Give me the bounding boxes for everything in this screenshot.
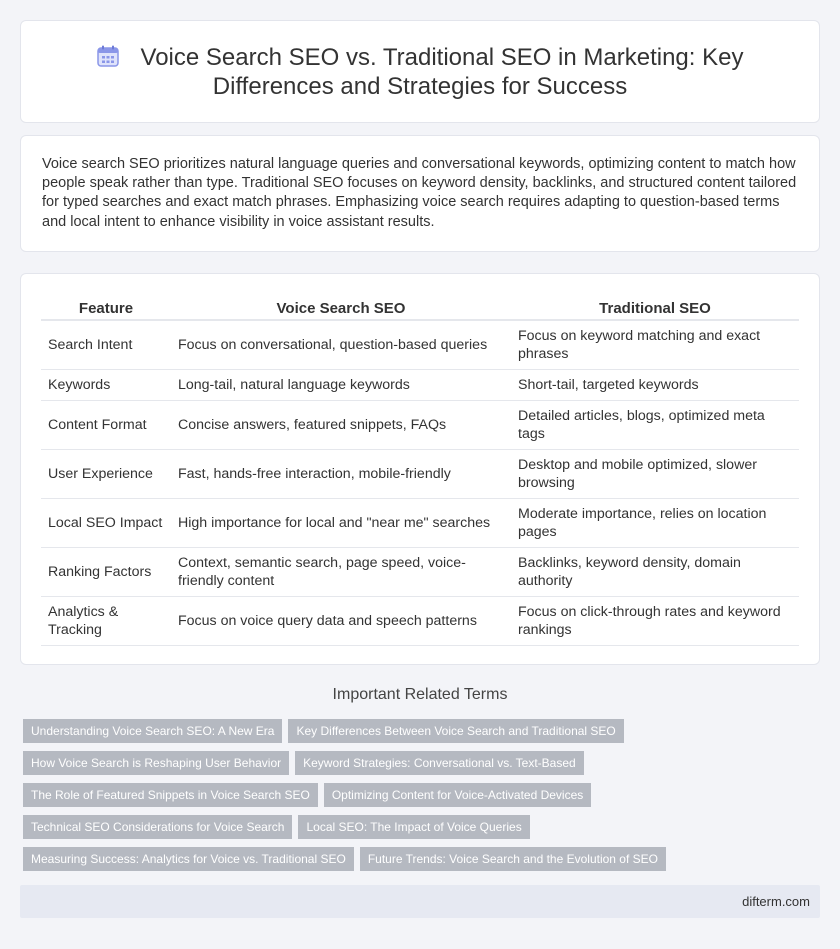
related-term-tag[interactable]: Understanding Voice Search SEO: A New Era (23, 719, 282, 743)
traditional-cell: Detailed articles, blogs, optimized meta tags (511, 401, 799, 450)
header-voice-search-seo: Voice Search SEO (171, 294, 511, 321)
comparison-card (20, 273, 820, 665)
related-terms-list (23, 719, 803, 879)
related-term-tag[interactable]: The Role of Featured Snippets in Voice Search SEO (23, 783, 318, 807)
traditional-cell: Focus on click-through rates and keyword rankings (511, 597, 799, 646)
comparison-table (41, 294, 799, 646)
voice-cell: Focus on conversational, question-based queries (171, 321, 511, 370)
related-term-tag[interactable]: How Voice Search is Reshaping User Behavior (23, 751, 289, 775)
related-term-tag[interactable]: Future Trends: Voice Search and the Evolution of SEO (360, 847, 666, 871)
footer-site-link[interactable]: difterm.com (742, 894, 810, 909)
table-row (41, 321, 799, 370)
related-term-tag[interactable]: Optimizing Content for Voice-Activated Devices (324, 783, 591, 807)
page-title: Voice Search SEO vs. Traditional SEO in Marketing: Key Differences and Strategies for Success (140, 44, 744, 100)
table-header-row (41, 294, 799, 321)
feature-cell: Local SEO Impact (41, 499, 171, 548)
feature-cell: Analytics & Tracking (41, 597, 171, 646)
traditional-cell: Backlinks, keyword density, domain authority (511, 548, 799, 597)
tag-row (23, 783, 803, 815)
related-term-tag[interactable]: Technical SEO Considerations for Voice Search (23, 815, 292, 839)
header-card (20, 20, 820, 123)
traditional-cell: Short-tail, targeted keywords (511, 370, 799, 401)
table-row (41, 548, 799, 597)
tag-row (23, 719, 803, 751)
related-term-tag[interactable]: Key Differences Between Voice Search and Traditional SEO (288, 719, 623, 743)
table-row (41, 499, 799, 548)
feature-cell: Search Intent (41, 321, 171, 370)
tag-row (23, 847, 803, 879)
traditional-cell: Desktop and mobile optimized, slower browsing (511, 450, 799, 499)
related-term-tag[interactable]: Keyword Strategies: Conversational vs. Text-Based (295, 751, 584, 775)
table-row (41, 597, 799, 646)
voice-cell: High importance for local and "near me" searches (171, 499, 511, 548)
tag-row (23, 751, 803, 783)
traditional-cell: Moderate importance, relies on location pages (511, 499, 799, 548)
traditional-cell: Focus on keyword matching and exact phrases (511, 321, 799, 370)
table-row (41, 450, 799, 499)
feature-cell: Keywords (41, 370, 171, 401)
header-traditional-seo: Traditional SEO (511, 294, 799, 321)
feature-cell: Content Format (41, 401, 171, 450)
intro-paragraph: Voice search SEO prioritizes natural language queries and conversational keywords, optimizing content to match how people speak rather than type. Traditional SEO focuses on keyword density, backlinks, and structured content tailored for typed searches and exact match phrases. Emphasizing voice search requires adapting to question-based terms and local intent to enhance visibility in voice assistant results. (42, 156, 797, 230)
header-feature: Feature (41, 294, 171, 321)
intro-card (20, 135, 820, 252)
related-term-tag[interactable]: Measuring Success: Analytics for Voice vs. Traditional SEO (23, 847, 354, 871)
related-term-tag[interactable]: Local SEO: The Impact of Voice Queries (298, 815, 529, 839)
feature-cell: Ranking Factors (41, 548, 171, 597)
voice-cell: Focus on voice query data and speech patterns (171, 597, 511, 646)
voice-cell: Context, semantic search, page speed, voice-friendly content (171, 548, 511, 597)
tag-row (23, 815, 803, 847)
feature-cell: User Experience (41, 450, 171, 499)
voice-cell: Fast, hands-free interaction, mobile-friendly (171, 450, 511, 499)
related-terms-title: Important Related Terms (332, 686, 508, 703)
page-title-wrap (21, 43, 819, 101)
calendar-icon (97, 45, 119, 67)
voice-cell: Long-tail, natural language keywords (171, 370, 511, 401)
table-row (41, 401, 799, 450)
table-row (41, 370, 799, 401)
voice-cell: Concise answers, featured snippets, FAQs (171, 401, 511, 450)
footer-bar (20, 885, 820, 918)
